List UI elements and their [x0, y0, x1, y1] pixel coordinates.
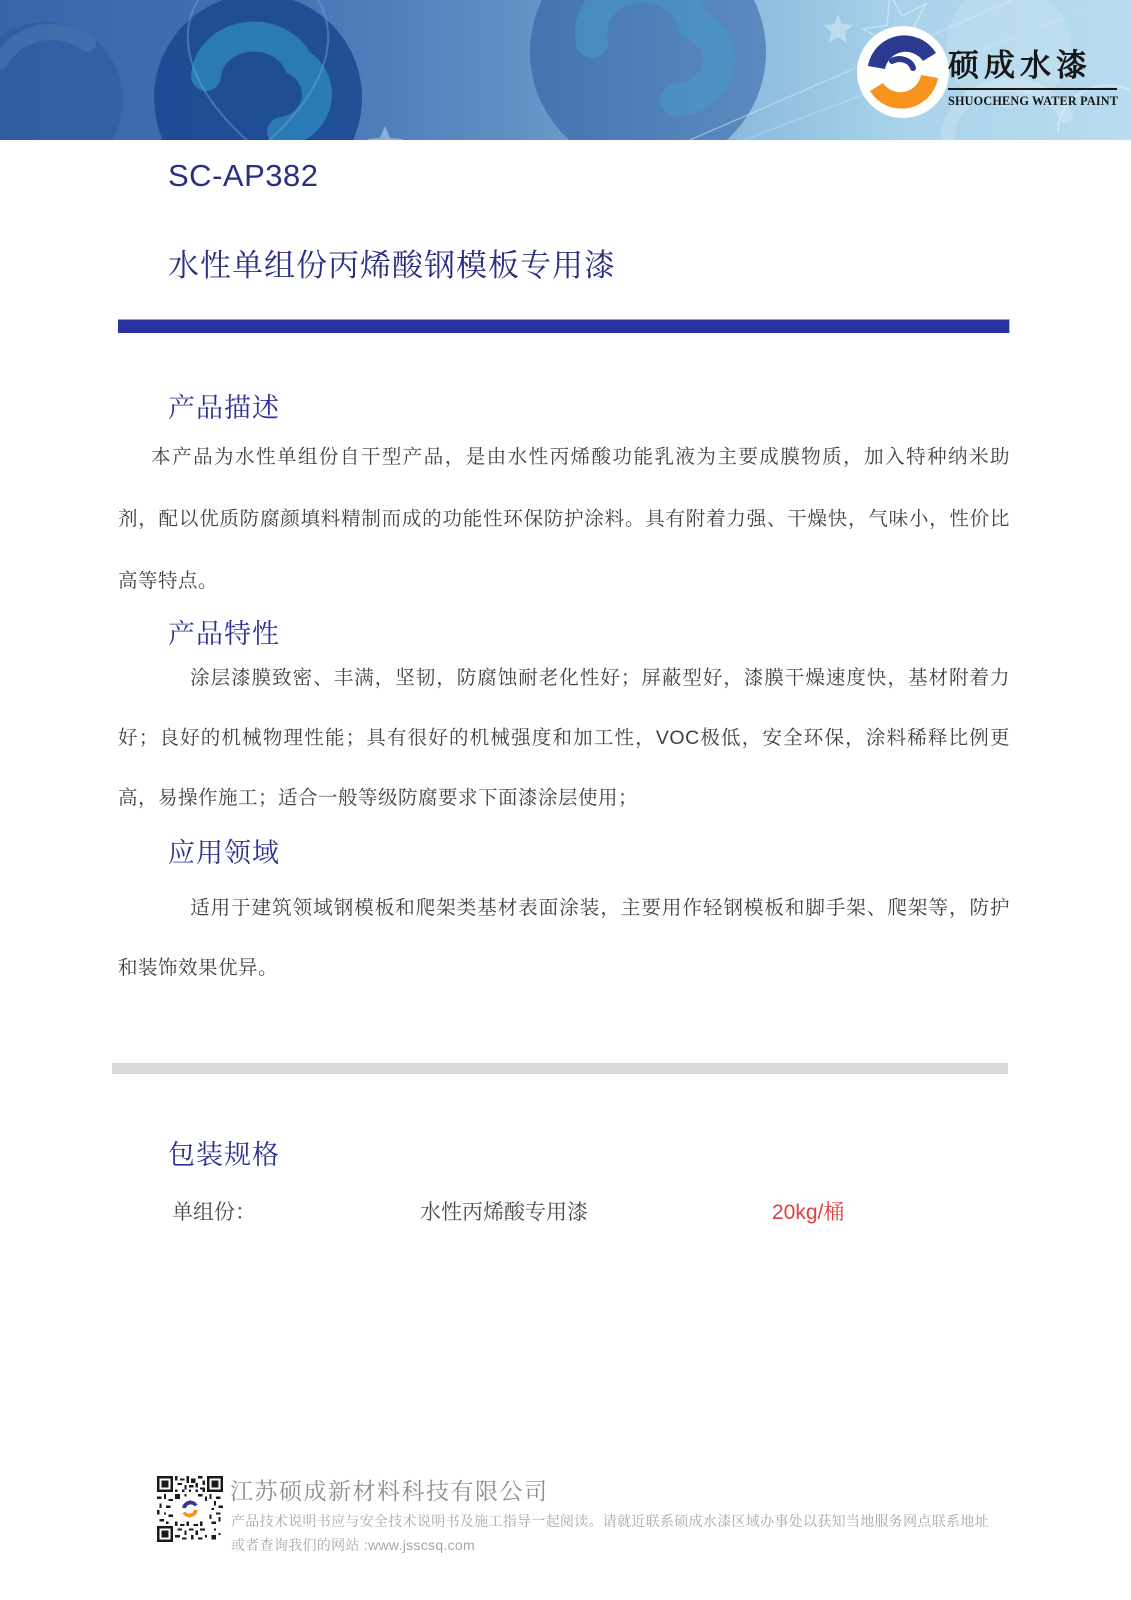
section-body-application: 适用于建筑领域钢模板和爬架类基材表面涂装，主要用作轻钢模板和脚手架、爬架等，防护和装饰效果优异。	[118, 897, 1010, 979]
brand-logo-icon	[857, 26, 949, 118]
brand-logo-text-block	[948, 40, 1124, 109]
section-body-description: 本产品为水性单组份自干型产品，是由水性丙烯酸功能乳液为主要成膜物质，加入特种纳米助剂，配以优质防腐颜填料精制而成的功能性环保防护涂料。具有附着力强、干燥快，气味小，性价比高等特点。	[118, 446, 1010, 592]
brand-logo-rule	[948, 88, 1117, 90]
brand-name-cn: 硕成水漆	[948, 48, 1092, 83]
navy-divider-bar	[118, 319, 1010, 333]
packaging-row	[0, 1196, 1131, 1230]
gray-divider-bar	[112, 1063, 1008, 1074]
packaging-spec-value: 20kg/桶	[772, 1201, 845, 1224]
section-body-features: 涂层漆膜致密、丰满，坚韧，防腐蚀耐老化性好；屏蔽型好，漆膜干燥速度快，基材附着力好；良好的机械物理性能；具有很好的机械强度和加工性，VOC极低，安全环保，涂料稀释比例更高，易操作施工；适合一般等级防腐要求下面漆涂层使用；	[118, 667, 1010, 809]
footer-fine-print	[231, 1509, 1041, 1557]
brand-name-en: SHUOCHENG WATER PAINT	[948, 94, 1119, 108]
packaging-component-label: 单组份：	[172, 1201, 256, 1224]
product-title: 水性单组份丙烯酸钢模板专用漆	[168, 248, 616, 283]
footer-note-line2: 或者查询我们的网站 :www.jsscsq.com	[231, 1537, 475, 1553]
qr-code-icon	[157, 1476, 223, 1542]
section-heading-features: 产品特性	[168, 619, 280, 649]
product-code: SC-AP382	[168, 158, 319, 193]
footer-note-line1: 产品技术说明书应与安全技术说明书及施工指导一起阅读。请就近联系硕成水漆区域办事处以获知当地服务网点联系地址	[231, 1513, 989, 1529]
packaging-product-name: 水性丙烯酸专用漆	[420, 1201, 588, 1224]
section-heading-application: 应用领域	[168, 838, 280, 868]
footer-company-name: 江苏硕成新材料科技有限公司	[230, 1478, 549, 1504]
brand-header-band	[0, 0, 1131, 140]
section-heading-description: 产品描述	[168, 393, 280, 423]
section-heading-packaging: 包装规格	[168, 1140, 280, 1170]
